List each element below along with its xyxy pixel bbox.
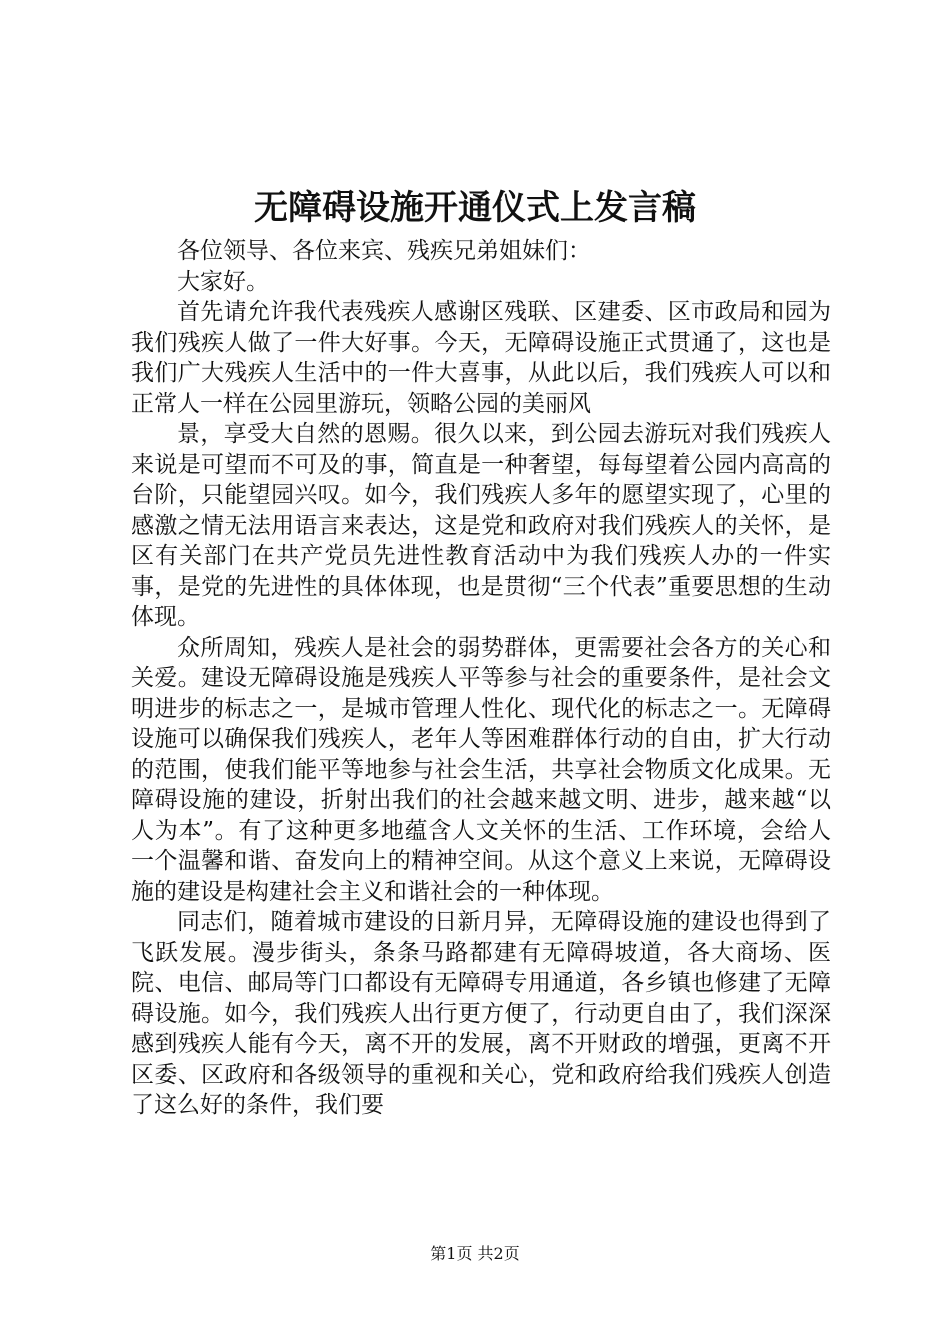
page-number-footer: 第1页 共2页 <box>430 1244 520 1263</box>
paragraph-greeting: 大家好。 <box>177 268 269 295</box>
document-title: 无障碍设施开通仪式上发言稿 <box>254 188 696 228</box>
paragraph: 同志们，随着城市建设的日新月异，无障碍设施的建设也得到了飞跃发展。漫步街头，条条马路都建有无障碍坡道，各大商场、医院、电信、邮局等门口都设有无障碍专用通道，各乡镇也修建了无障碍设施。如今，我们残疾人出行更方便了，行动更自由了，我们深深感到残疾人能有今天，离不开的发展，离不开财政的增强，更离不开区委、区政府和各级领导的重视和关心，党和政府给我们残疾人创造了这么好的条件，我们要 <box>131 909 831 1118</box>
paragraph: 众所周知，残疾人是社会的弱势群体，更需要社会各方的关心和关爱。建设无障碍设施是残疾人平等参与社会的重要条件，是社会文明进步的标志之一，是城市管理人性化、现代化的标志之一。无障碍设施可以确保我们残疾人，老年人等困难群体行动的自由，扩大行动的范围，使我们能平等地参与社会生活，共享社会物质文化成果。无障碍设施的建设，折射出我们的社会越来越文明、进步，越来越“以人为本”。有了这种更多地蕴含人文关怀的生活、工作环境，会给人一个温馨和谐、奋发向上的精神空间。从这个意义上来说，无障碍设施的建设是构建社会主义和谐社会的一种体现。 <box>131 634 831 905</box>
paragraph: 首先请允许我代表残疾人感谢区残联、区建委、区市政局和园为我们残疾人做了一件大好事。今天，无障碍设施正式贯通了，这也是我们广大残疾人生活中的一件大喜事，从此以后，我们残疾人可以和正常人一样在公园里游玩，领略公园的美丽风 <box>131 299 831 417</box>
document-body <box>131 236 831 1121</box>
paragraph: 景，享受大自然的恩赐。很久以来，到公园去游玩对我们残疾人来说是可望而不可及的事，简直是一种奢望，每每望着公园内高高的台阶，只能望园兴叹。如今，我们残疾人多年的愿望实现了，心里的感激之情无法用语言来表达，这是党和政府对我们残疾人的关怀，是区有关部门在共产党员先进性教育活动中为我们残疾人办的一件实事，是党的先进性的具体体现，也是贯彻“三个代表”重要思想的生动体现。 <box>131 421 831 630</box>
paragraph-salutation: 各位领导、各位来宾、残疾兄弟姐妹们： <box>177 238 591 264</box>
